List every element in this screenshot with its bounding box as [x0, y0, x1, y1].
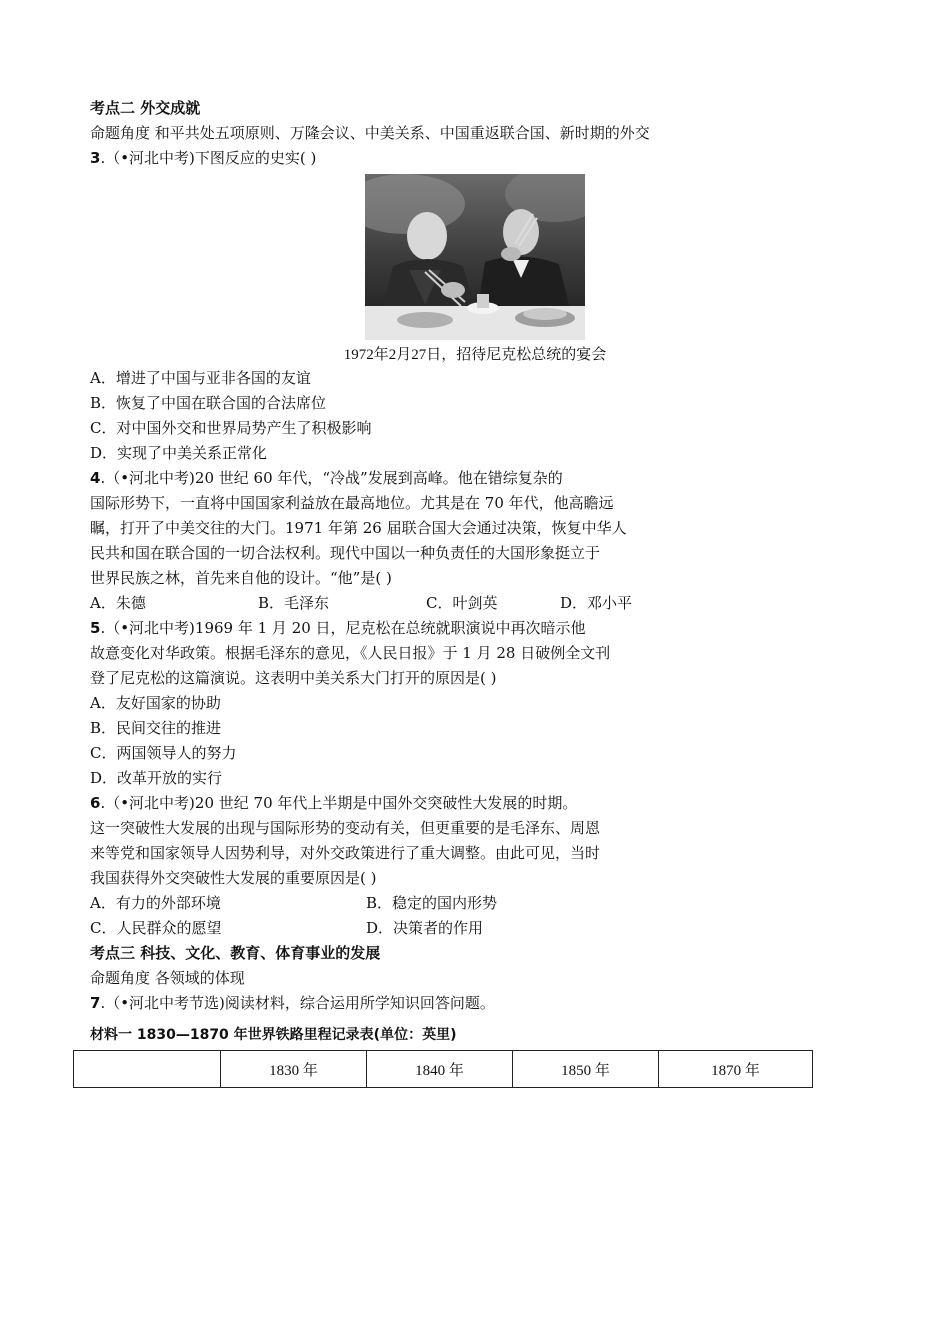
table-header-cell: 1830 年: [221, 1051, 367, 1088]
q4-option-b: B．毛泽东: [258, 594, 330, 612]
q6-option-d: D．决策者的作用: [366, 919, 484, 937]
q4-options: [90, 591, 850, 616]
q6-number: 6: [90, 794, 101, 812]
table-header-row: [74, 1051, 813, 1088]
nixon-banquet-photo: [365, 174, 585, 340]
q5-text-1: .（•河北中考)1969 年 1 月 20 日，尼克松在总统就职演说中再次暗示他: [100, 619, 586, 637]
q5-number: 5: [90, 619, 101, 637]
q3-option-b: B．恢复了中国在联合国的合法席位: [90, 394, 327, 412]
q6-text-1: .（•河北中考)20 世纪 70 年代上半期是中国外交突破性大发展的时期。: [100, 794, 578, 812]
q6-option-a: A．有力的外部环境: [90, 894, 221, 912]
q7-number: 7: [90, 994, 101, 1012]
q4-line-3: 瞩，打开了中美交往的大门。1971 年第 26 届联合国大会通过决策，恢复中华人: [90, 519, 627, 537]
q6-option-b: B．稳定的国内形势: [366, 894, 498, 912]
q4-option-a: A．朱德: [90, 594, 146, 612]
q4-line-5: 世界民族之林，首先来自他的设计。“他”是( ): [90, 569, 392, 587]
section2-angle: 命题角度 和平共处五项原则、万隆会议、中美关系、中国重返联合国、新时期的外交: [90, 124, 650, 142]
q4-line-2: 国际形势下，一直将中国国家利益放在最高地位。尤其是在 70 年代，他高瞻远: [90, 494, 614, 512]
table-title: 材料一 1830—1870 年世界铁路里程记录表(单位：英里): [90, 1027, 457, 1043]
photo-image: [365, 174, 585, 340]
q5-option-b: B．民间交往的推进: [90, 719, 222, 737]
table-header-cell: 1850 年: [513, 1051, 659, 1088]
photo-caption: 1972年2月27日，招待尼克松总统的宴会: [343, 347, 607, 363]
q4-option-d: D．邓小平: [560, 594, 633, 612]
q3-option-a: A．增进了中国与亚非各国的友谊: [90, 369, 311, 387]
table-header-cell: [74, 1051, 221, 1088]
q7-stem-text: .（•河北中考节选)阅读材料，综合运用所学知识回答问题。: [100, 994, 495, 1012]
q3-option-c: C．对中国外交和世界局势产生了积极影响: [90, 419, 372, 437]
document-body-continued: [90, 366, 850, 1016]
q5-line-3: 登了尼克松的这篇演说。这表明中美关系大门打开的原因是( ): [90, 669, 497, 687]
section2-title: 考点二 外交成就: [90, 99, 201, 117]
q3-number: 3: [90, 149, 101, 167]
q4-number: 4: [90, 469, 101, 487]
q6-option-c: C．人民群众的愿望: [90, 919, 222, 937]
section3-angle: 命题角度 各领域的体现: [90, 969, 245, 987]
q6-line-4: 我国获得外交突破性大发展的重要原因是( ): [90, 869, 377, 887]
railway-mileage-table: [73, 1050, 813, 1088]
q3-stem: [90, 146, 850, 171]
q4-option-c: C．叶剑英: [426, 594, 498, 612]
q6-line-3: 来等党和国家领导人因势利导，对外交政策进行了重大调整。由此可见，当时: [90, 844, 601, 862]
q4-text-1: .（•河北中考)20 世纪 60 年代，“冷战”发展到高峰。他在错综复杂的: [100, 469, 563, 487]
section3-title: 考点三 科技、文化、教育、体育事业的发展: [90, 944, 381, 962]
table-header-cell: 1870 年: [659, 1051, 813, 1088]
q5-line-2: 故意变化对华政策。根据毛泽东的意见，《人民日报》于 1 月 28 日破例全文刊: [90, 644, 611, 662]
q5-line-1: [90, 616, 850, 641]
q5-option-d: D．改革开放的实行: [90, 769, 223, 787]
q5-option-c: C．两国领导人的努力: [90, 744, 237, 762]
q6-options-row-1: [90, 891, 850, 916]
q4-line-1: [90, 466, 850, 491]
q4-line-4: 民共和国在联合国的一切合法权利。现代中国以一种负责任的大国形象挺立于: [90, 544, 601, 562]
q3-option-d: D．实现了中美关系正常化: [90, 444, 268, 462]
q6-options-row-2: [90, 916, 850, 941]
table-header-cell: 1840 年: [367, 1051, 513, 1088]
document-body: [90, 96, 850, 171]
q5-option-a: A．友好国家的协助: [90, 694, 221, 712]
q7-stem: [90, 991, 850, 1016]
q6-line-2: 这一突破性大发展的出现与国际形势的变动有关，但更重要的是毛泽东、周恩: [90, 819, 601, 837]
q6-line-1: [90, 791, 850, 816]
q3-stem-text: .（•河北中考)下图反应的史实( ): [100, 149, 317, 167]
